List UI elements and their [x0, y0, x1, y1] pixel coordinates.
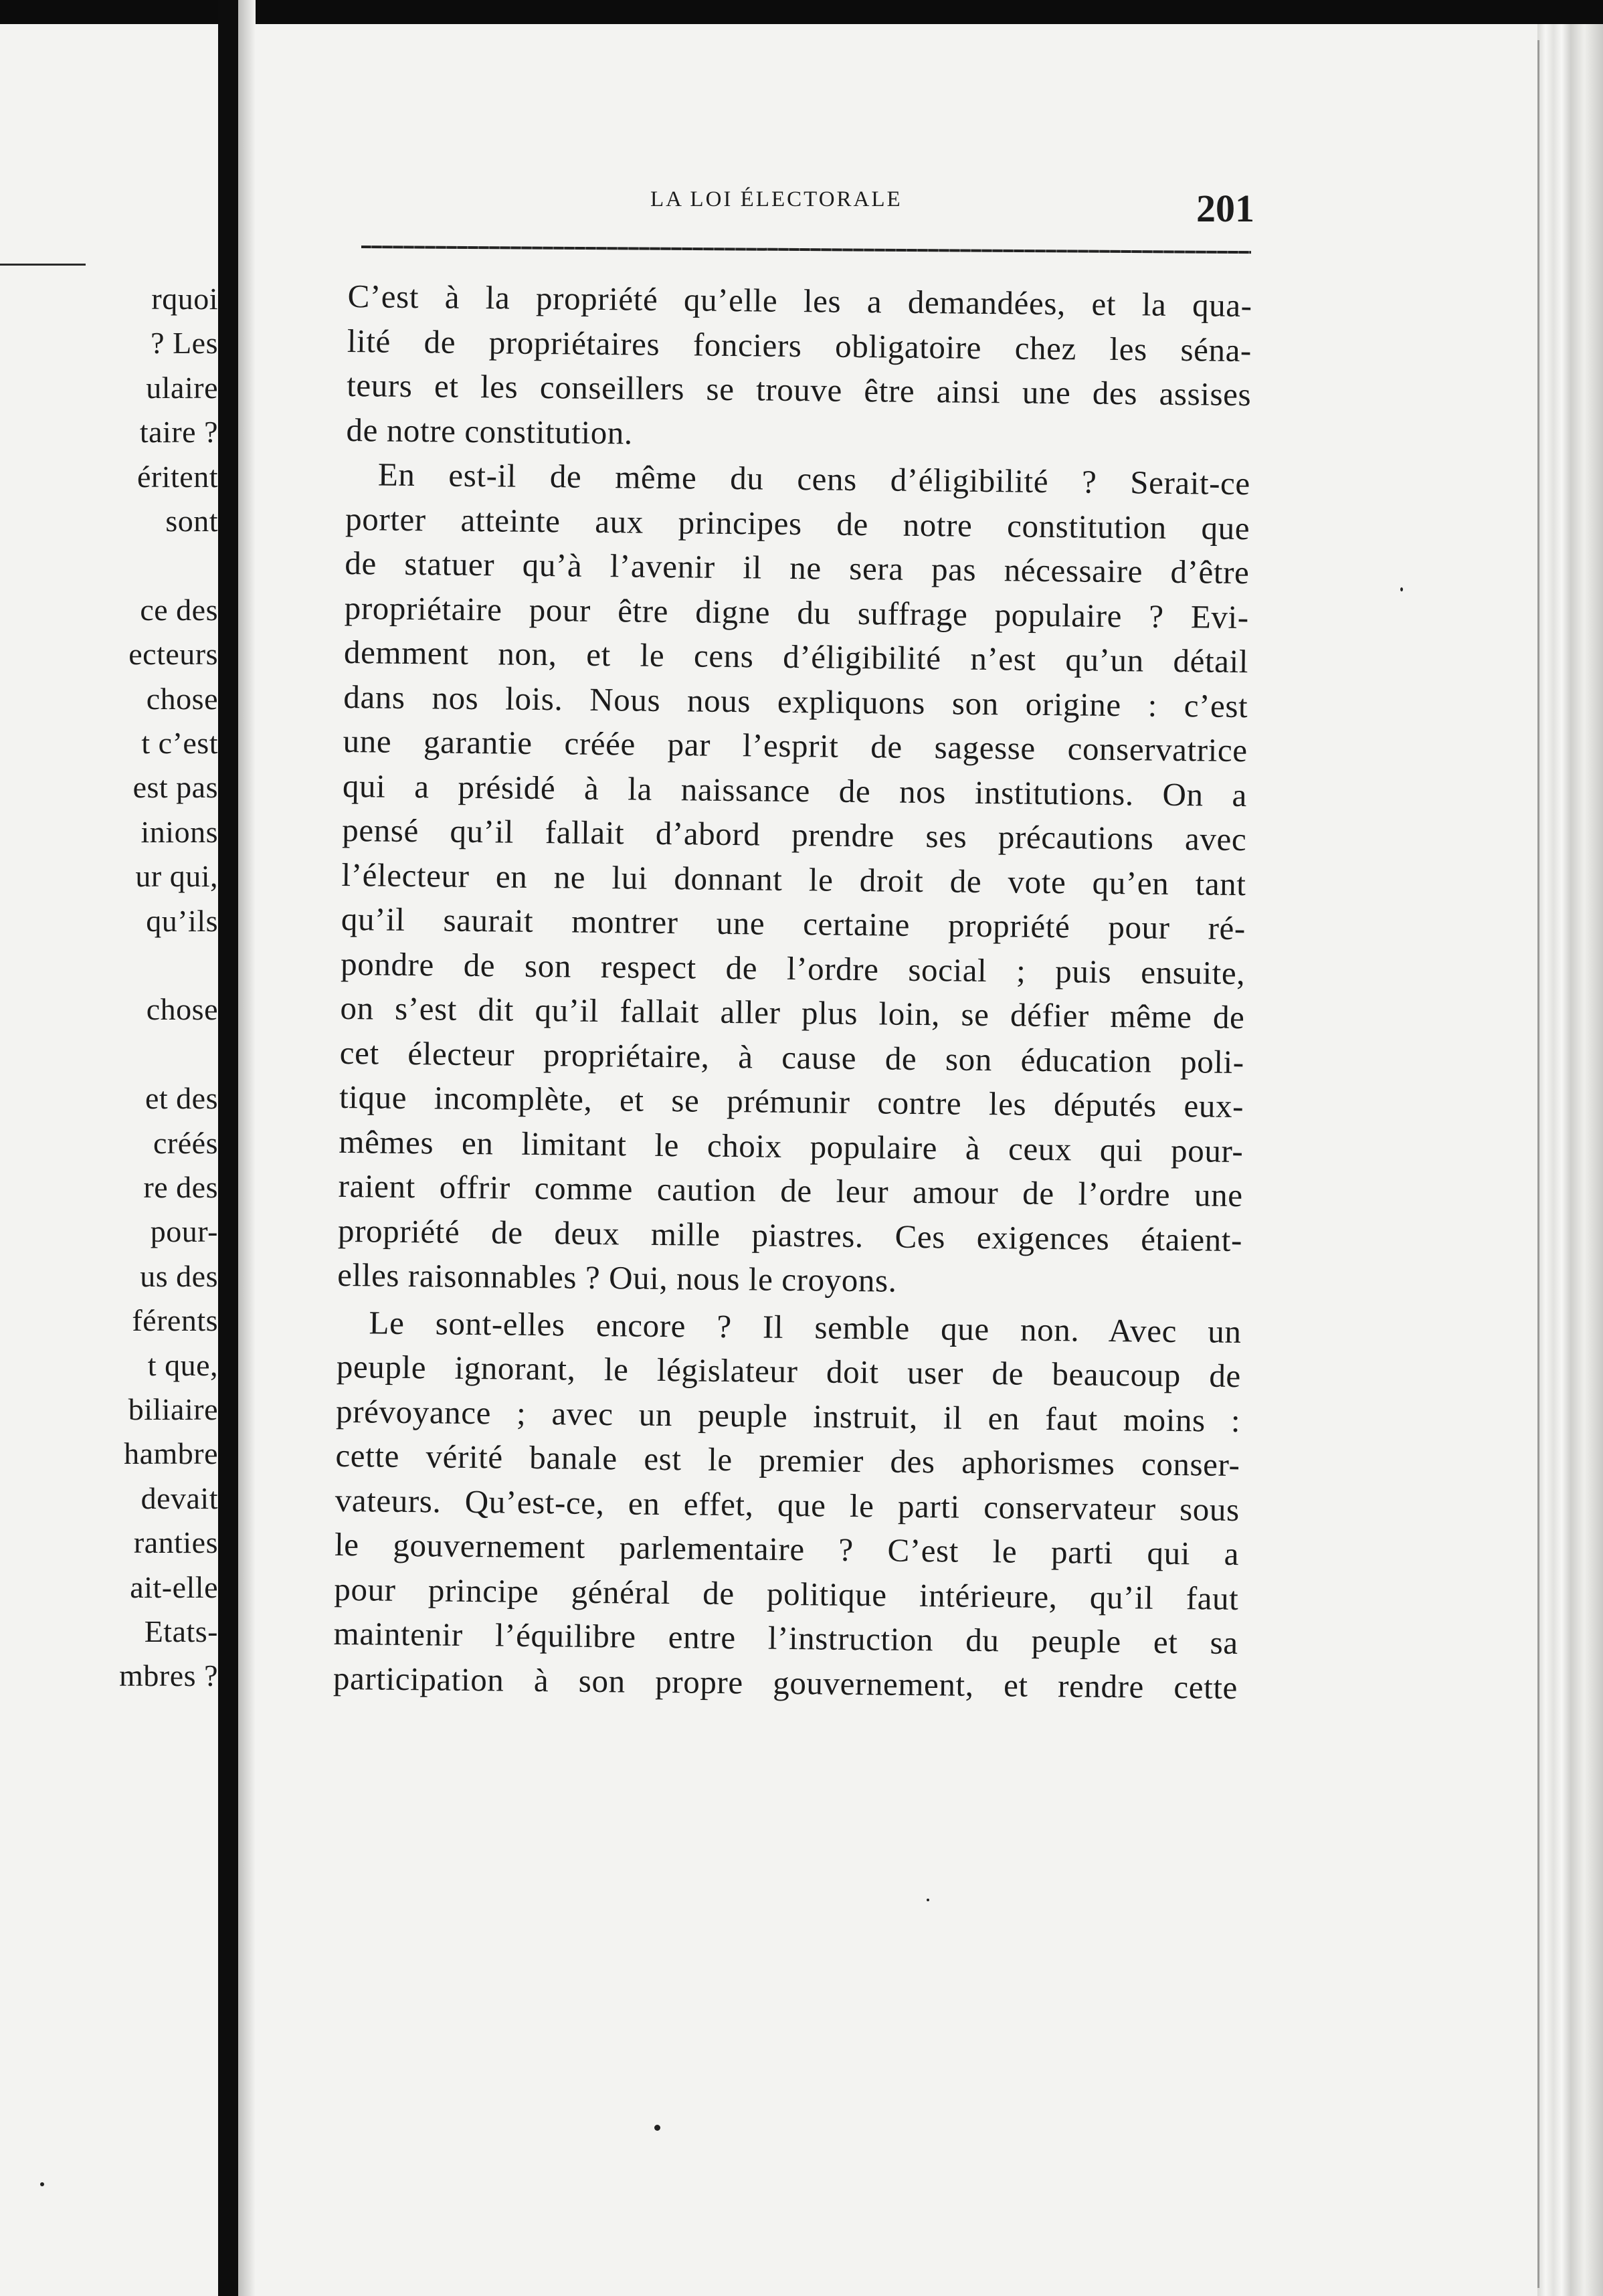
- previous-page-line-fragment: ranties: [133, 1525, 218, 1560]
- text-line: porter atteinte aux principes de notre constitution que: [345, 500, 1250, 547]
- previous-page-line-fragment: devait: [140, 1480, 218, 1515]
- previous-page-line-fragment: t que,: [147, 1347, 218, 1382]
- text-line: participation à son propre gouvernement, et rendre cette: [333, 1659, 1238, 1706]
- text-line: vateurs. Qu’est-ce, en effet, que le parti conservateur sous: [335, 1481, 1240, 1528]
- previous-page-line-fragment: inions: [140, 814, 218, 849]
- page-stack-edge: [1537, 24, 1603, 2296]
- text-line: elles raisonnables ? Oui, nous le croyons.: [337, 1256, 897, 1299]
- previous-page-line-fragment: chose: [146, 992, 218, 1027]
- book-gutter: [218, 0, 238, 2296]
- text-line: de notre constitution.: [346, 411, 634, 451]
- previous-page-line-fragment: pour-: [150, 1214, 218, 1249]
- previous-page-line-fragment: sont: [165, 504, 218, 538]
- previous-page-line-fragment: t c’est: [141, 726, 218, 760]
- running-head: LA LOI ÉLECTORALE: [650, 187, 903, 211]
- page-number: 201: [1196, 187, 1254, 230]
- previous-page-line-fragment: ulaire: [146, 370, 218, 405]
- text-line: lité de propriétaires fonciers obligatoire chez les séna-: [347, 322, 1252, 369]
- text-line: l’électeur en ne lui donnant le droit de vote qu’en tant: [341, 856, 1246, 902]
- text-line: maintenir l’équilibre entre l’instruction du peuple et sa: [333, 1614, 1238, 1662]
- text-line: propriété de deux mille piastres. Ces exigences étaient-: [337, 1212, 1243, 1258]
- previous-page-line-fragment: éritent: [137, 459, 218, 494]
- text-line: En est-il de même du cens d’éligibilité ? Serait-ce: [377, 456, 1251, 502]
- previous-page-line-fragment: rquoi: [151, 282, 218, 316]
- text-line: raient offrir comme caution de leur amour de l’ordre une: [338, 1167, 1243, 1214]
- previous-page-line-fragment: et des: [145, 1081, 218, 1116]
- page-body-text: [333, 274, 1252, 1710]
- previous-page-line-fragment: biliaire: [128, 1392, 218, 1426]
- previous-page-line-fragment: ait-elle: [130, 1569, 218, 1604]
- text-line: qui a présidé à la naissance de nos institutions. On a: [342, 767, 1248, 814]
- text-line: on s’est dit qu’il fallait aller plus loin, se défier même de: [340, 989, 1245, 1036]
- scan-speck: [927, 1899, 929, 1901]
- text-line: cet électeur propriétaire, à cause de son éducation poli-: [339, 1034, 1245, 1080]
- previous-page-line-fragment: ce des: [140, 592, 218, 627]
- previous-page-line-fragment: Etats-: [144, 1614, 218, 1648]
- page-edge-line: [1537, 40, 1539, 2288]
- previous-page-line-fragment: re des: [143, 1170, 218, 1204]
- previous-page-line-fragment: hambre: [124, 1436, 218, 1471]
- scan-speck: [1400, 587, 1403, 591]
- text-line: une garantie créée par l’esprit de sagesse conservatrice: [343, 722, 1248, 769]
- text-line: qu’il saurait montrer une certaine propriété pour ré-: [341, 900, 1246, 947]
- previous-page-line-fragment: ur qui,: [135, 859, 218, 894]
- text-line: pensé qu’il fallait d’abord prendre ses précautions avec: [342, 811, 1247, 858]
- scan-speck: [40, 2182, 44, 2186]
- previous-page-line-fragment: créés: [153, 1125, 218, 1160]
- text-line: teurs et les conseillers se trouve être ainsi une des assises: [346, 366, 1252, 413]
- header-rule: [361, 246, 1251, 254]
- previous-page-line-fragment: est pas: [132, 770, 218, 805]
- previous-page-fragment: [0, 24, 218, 2296]
- previous-page-line-fragment: ecteurs: [128, 637, 218, 672]
- previous-page-line-fragment: mbres ?: [119, 1658, 218, 1693]
- previous-page-line-fragment: us des: [140, 1258, 218, 1293]
- text-line: propriétaire pour être digne du suffrage populaire ? Evi-: [344, 589, 1249, 636]
- text-line: tique incomplète, et se prémunir contre les députés eux-: [339, 1078, 1244, 1125]
- gutter-shadow: [238, 0, 256, 2296]
- text-line: le gouvernement parlementaire ? C’est le parti qui a: [334, 1525, 1240, 1573]
- text-line: Le sont-elles encore ? Il semble que non. Avec un: [369, 1303, 1242, 1350]
- text-line: peuple ignorant, le législateur doit user de beaucoup de: [336, 1347, 1242, 1395]
- previous-page-line-fragment: taire ?: [139, 415, 218, 450]
- scan-speck: [654, 2125, 660, 2131]
- text-line: cette vérité banale est le premier des aphorismes conser-: [335, 1436, 1240, 1484]
- previous-page-line-fragment: qu’ils: [146, 903, 218, 938]
- text-line: mêmes en limitant le choix populaire à ceux qui pour-: [339, 1123, 1244, 1169]
- text-line: pondre de son respect de l’ordre social ; puis ensuite,: [340, 945, 1246, 991]
- text-line: de statuer qu’à l’avenir il ne sera pas nécessaire d’être: [345, 544, 1250, 591]
- text-line: C’est à la propriété qu’elle les a demandées, et la qua-: [347, 277, 1252, 324]
- text-line: demment non, et le cens d’éligibilité n’est qu’un détail: [343, 633, 1249, 680]
- text-line: prévoyance ; avec un peuple instruit, il en faut moins :: [335, 1392, 1241, 1439]
- previous-page-line-fragment: ? Les: [151, 326, 218, 361]
- previous-page-line-fragment: chose: [146, 681, 218, 716]
- text-line: dans nos lois. Nous nous expliquons son origine : c’est: [343, 678, 1248, 725]
- text-line: pour principe général de politique intérieure, qu’il faut: [334, 1570, 1239, 1617]
- previous-page-line-fragment: férents: [132, 1303, 218, 1338]
